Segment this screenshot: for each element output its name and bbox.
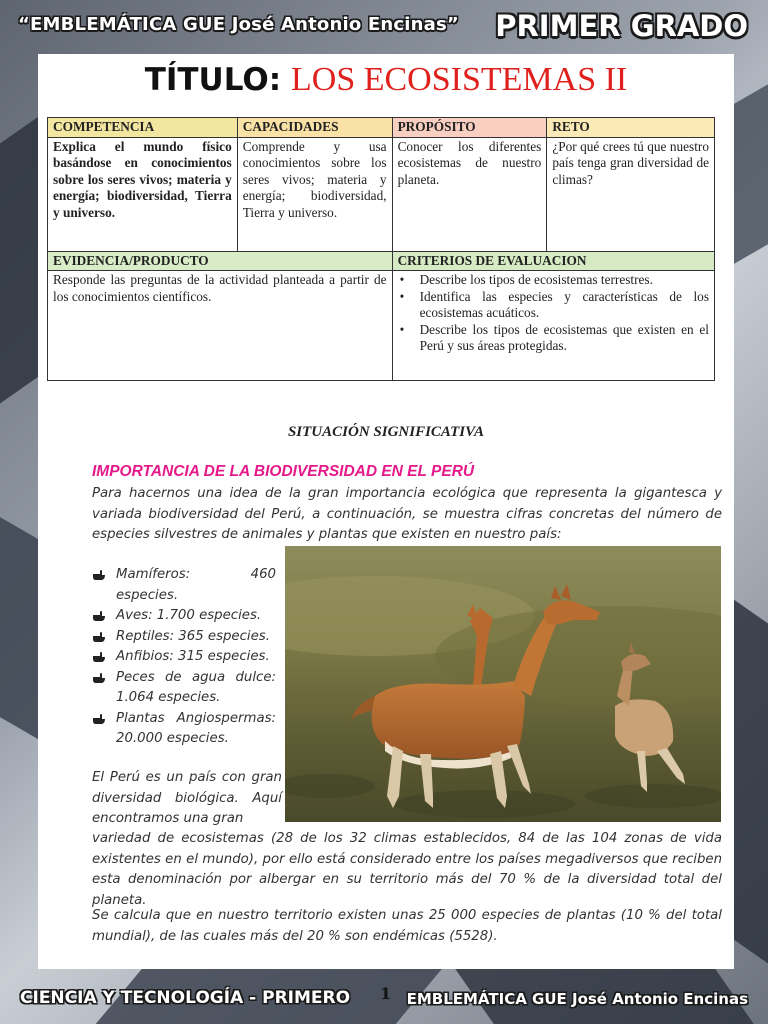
list-item: • Describe los tipos de ecosistemas terrestres.: [398, 272, 709, 289]
decor-shard: [0, 500, 40, 740]
species-list: [92, 565, 276, 750]
pointing-hand-icon: [92, 568, 106, 582]
species-item: Aves: 1.700 especies.: [116, 608, 262, 623]
page-title: [38, 62, 734, 98]
species-item: Anfibios: 315 especies.: [116, 649, 270, 664]
cell-capacidades: Comprende y usa conocimientos sobre los seres vivos; materia y energía; biodiversidad, Tierra y universo.: [237, 137, 392, 251]
decor-shard: [728, 73, 768, 268]
paragraph-peru-end: variedad de ecosistemas (28 de los 32 climas establecidos, 84 de las 104 zonas de vida existentes en el mundo), por ello está considerado entre los países megadiversos que reciben esta denominación por albergar en su territorio más del 70 % de la diversidad total del planeta.: [92, 831, 722, 908]
header-competencia: COMPETENCIA: [48, 118, 238, 138]
paragraph-peru-start: El Perú es un país con gran diversidad biológica. Aquí encontramos una gran: [92, 770, 282, 826]
cell-proposito: Conocer los diferentes ecosistemas de nuestro planeta.: [392, 137, 547, 251]
title-text: LOS ECOSISTEMAS II: [291, 61, 628, 98]
list-item: [92, 606, 276, 627]
vicuna-illustration: [285, 546, 721, 822]
criterios-list: [398, 272, 709, 355]
header-reto: RETO: [547, 118, 715, 138]
species-item: Peces de agua dulce: 1.064 especies.: [116, 669, 276, 705]
list-item: [92, 647, 276, 668]
header-evidencia: EVIDENCIA/PRODUCTO: [48, 251, 393, 271]
vicuna-photo: [285, 546, 721, 822]
competency-table: [47, 117, 715, 381]
intro-paragraph: Para hacernos una idea de la gran importancia ecológica que representa la gigantesca y variada biodiversidad del Perú, a continuación, se muestra cifras concretas del número de especies silvestres de animales y plantas que existen en nuestro país:: [92, 486, 722, 542]
situation-heading: SITUACIÓN SIGNIFICATIVA: [287, 424, 485, 440]
pointing-hand-icon: [92, 609, 106, 623]
top-header: [0, 0, 768, 52]
species-item: Reptiles: 365 especies.: [116, 628, 270, 644]
footer-school: EMBLEMÁTICA GUE José Antonio Encinas: [406, 990, 748, 1008]
list-item: [92, 709, 276, 750]
pointing-hand-icon: [92, 671, 106, 685]
cell-reto: ¿Por qué crees tú que nuestro país tenga gran diversidad de climas?: [547, 137, 715, 251]
species-item: Plantas Angiospermas: 20.000 especies.: [116, 710, 276, 746]
list-item: • Identifica las especies y características de los ecosistemas acuáticos.: [398, 289, 709, 322]
list-item: • Describe los tipos de ecosistemas que existen en el Perú y sus áreas protegidas.: [398, 322, 709, 355]
footer-course: CIENCIA Y TECNOLOGÍA - PRIMERO: [20, 988, 351, 1008]
pointing-hand-icon: [92, 650, 106, 664]
pointing-hand-icon: [92, 630, 106, 644]
grade-label: PRIMER GRADO: [495, 9, 748, 43]
paragraph-plants: Se calcula que en nuestro territorio existen unas 25 000 especies de plantas (10 % del total mundial), de las cuales más del 20 % son endémicas (5528).: [92, 908, 722, 944]
page-number: 1: [380, 984, 392, 1003]
document-page: [38, 54, 734, 969]
title-label: TÍTULO:: [144, 62, 282, 98]
cell-evidencia: Responde las preguntas de la actividad planteada a partir de los conocimientos científicos.: [48, 271, 393, 381]
species-item: Mamíferos: 460 especies.: [116, 567, 276, 603]
header-proposito: PROPÓSITO: [392, 118, 547, 138]
section-heading: IMPORTANCIA DE LA BIODIVERSIDAD EN EL PERÚ: [92, 463, 475, 480]
cell-competencia: Explica el mundo físico basándose en conocimientos sobre los seres vivos; materia y energía; biodiversidad, Tierra y universo.: [48, 137, 238, 251]
school-name-header: “EMBLEMÁTICA GUE José Antonio Encinas”: [18, 14, 459, 35]
list-item: [92, 668, 276, 709]
header-capacidades: CAPACIDADES: [237, 118, 392, 138]
list-item: [92, 627, 276, 648]
list-item: [92, 565, 276, 606]
header-criterios: CRITERIOS DE EVALUACION: [392, 251, 714, 271]
pointing-hand-icon: [92, 712, 106, 726]
cell-criterios: [392, 271, 714, 381]
